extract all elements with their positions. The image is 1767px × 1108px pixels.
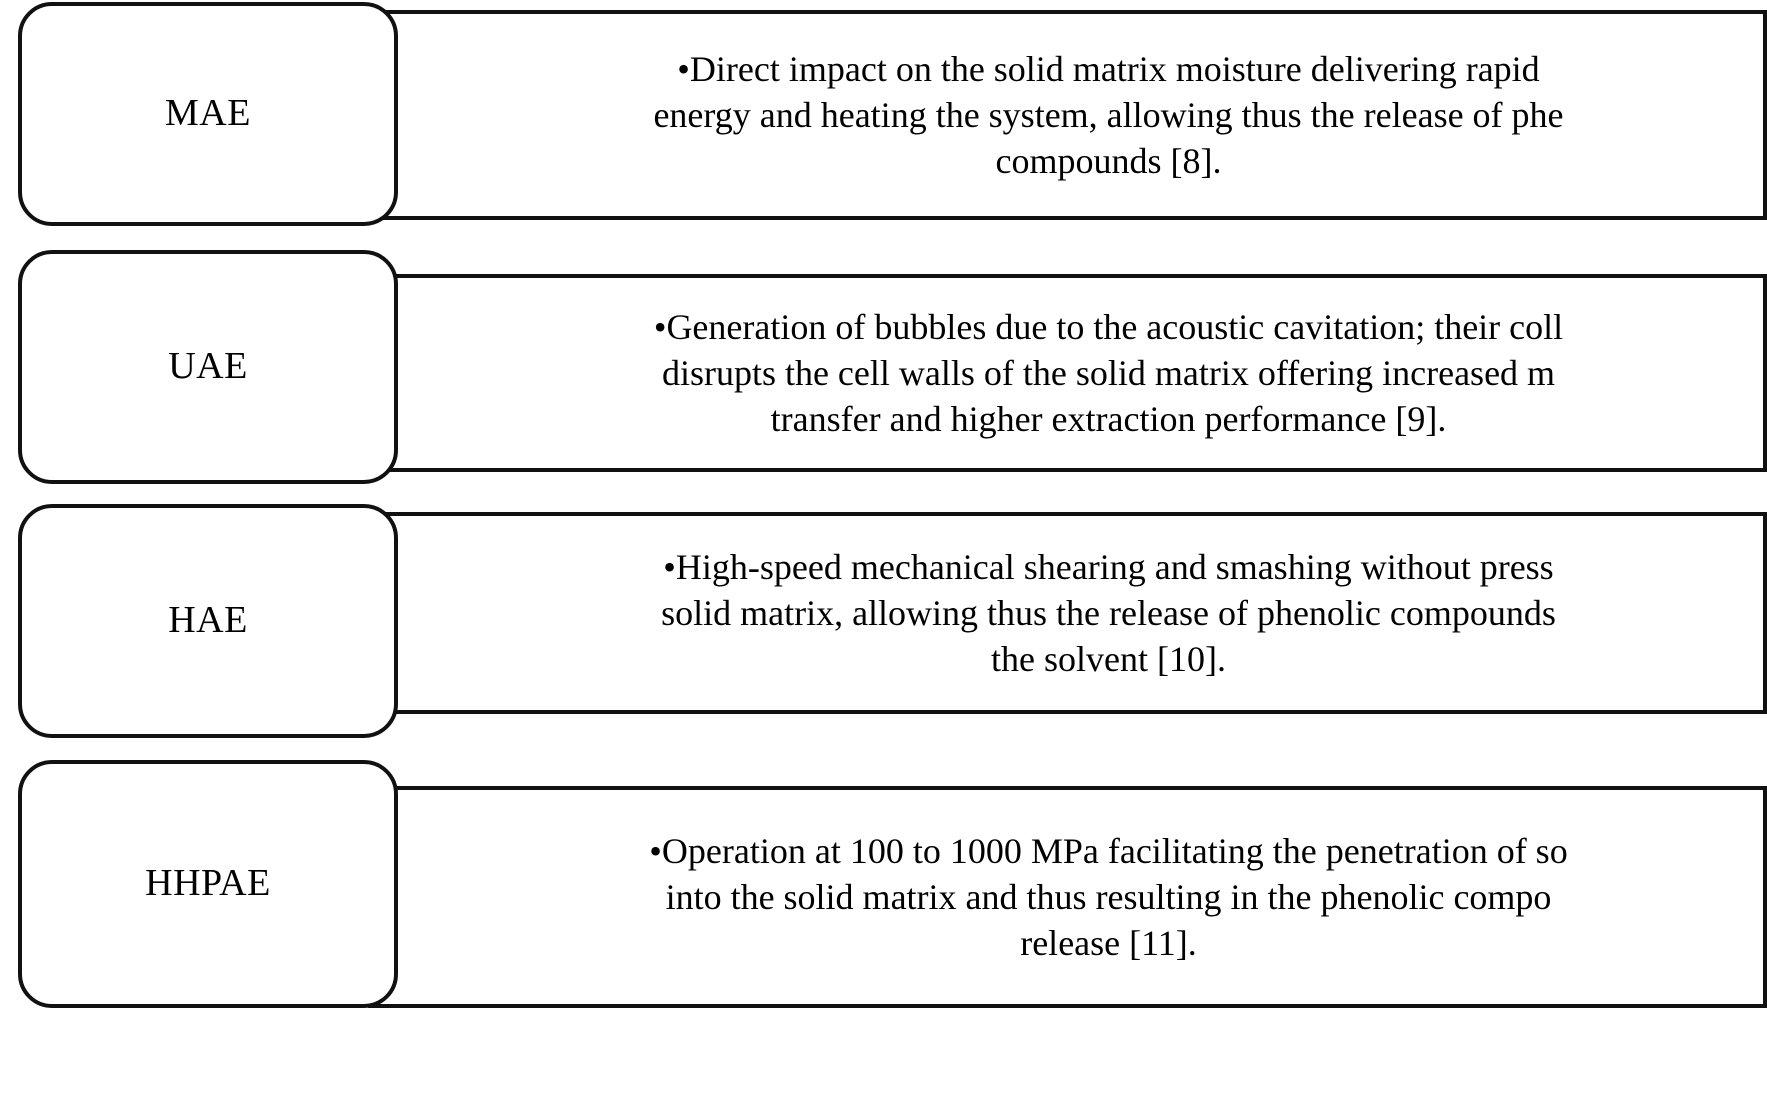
method-description-text — [454, 304, 1763, 442]
method-label-box-hhpae — [18, 760, 398, 1008]
method-description-text — [454, 828, 1763, 966]
description-line: disrupts the cell walls of the solid matrix offering increased m — [661, 352, 1556, 393]
method-label-text: MAE — [165, 92, 251, 135]
description-line: compounds [8]. — [995, 141, 1222, 182]
bullet-icon: • — [653, 306, 667, 347]
method-label-box-mae — [18, 2, 398, 226]
method-description-box-hhpae — [368, 786, 1767, 1008]
description-line-text: Direct impact on the solid matrix moisture delivering rapid — [689, 48, 1540, 89]
method-label-box-hae — [18, 504, 398, 738]
description-line: into the solid matrix and thus resulting in the phenolic compo — [665, 876, 1552, 917]
diagram-row — [0, 250, 1767, 488]
diagram-row — [0, 0, 1767, 236]
description-line-text: Generation of bubbles due to the acoustic cavitation; their coll — [666, 306, 1564, 347]
method-label-box-uae — [18, 250, 398, 484]
method-label-text: HHPAE — [145, 862, 271, 905]
method-label-text: UAE — [168, 345, 248, 388]
description-line — [454, 544, 1763, 590]
description-line — [454, 304, 1763, 350]
method-description-box-hae — [368, 512, 1767, 714]
method-description-text — [454, 46, 1763, 184]
method-description-box-mae — [368, 10, 1767, 220]
description-line-text: Operation at 100 to 1000 MPa facilitating the penetration of so — [661, 830, 1568, 871]
method-description-text — [454, 544, 1763, 682]
diagram-row — [0, 760, 1767, 1008]
description-line — [454, 46, 1763, 92]
method-description-box-uae — [368, 274, 1767, 472]
description-line — [454, 828, 1763, 874]
description-line: energy and heating the system, allowing thus the release of phe — [653, 94, 1564, 135]
method-label-text: HAE — [168, 599, 248, 642]
description-line: the solvent [10]. — [991, 639, 1226, 680]
description-line: release [11]. — [1020, 923, 1197, 964]
diagram-row — [0, 504, 1767, 742]
description-line: solid matrix, allowing thus the release of phenolic compounds — [661, 592, 1556, 633]
bullet-icon: • — [663, 546, 676, 587]
bullet-icon: • — [649, 830, 662, 871]
description-line: transfer and higher extraction performance [9]. — [770, 399, 1447, 440]
description-line-text: High-speed mechanical shearing and smashing without press — [675, 546, 1554, 587]
bullet-icon: • — [677, 48, 690, 89]
